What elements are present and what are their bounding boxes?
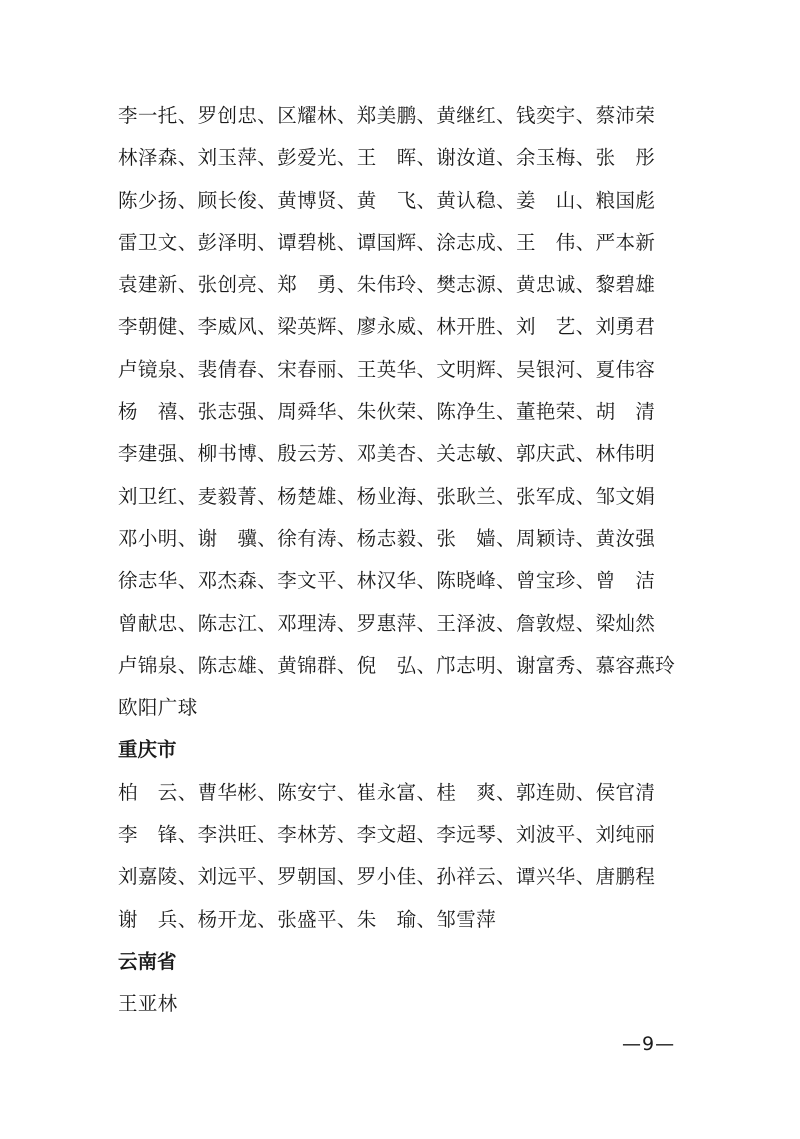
name-line: 刘嘉陵、刘远平、罗朝国、罗小佳、孙祥云、谭兴华、唐鹏程	[118, 865, 656, 889]
section-heading: 重庆市	[118, 738, 177, 762]
name-line: 林泽森、刘玉萍、彭爱光、王 晖、谢汝道、余玉梅、张 彤	[118, 146, 656, 170]
name-line: 柏 云、曹华彬、陈安宁、崔永富、桂 爽、郭连勋、侯官清	[118, 780, 656, 804]
name-line: 谢 兵、杨开龙、张盛平、朱 瑜、邹雪萍	[118, 907, 497, 931]
name-line: 李朝健、李威风、梁英辉、廖永威、林开胜、刘 艺、刘勇君	[118, 315, 656, 339]
name-line: 王亚林	[118, 992, 178, 1016]
name-line: 徐志华、邓杰森、李文平、林汉华、陈晓峰、曾宝珍、曾 洁	[118, 569, 656, 593]
name-line: 曾献忠、陈志江、邓理涛、罗惠萍、王泽波、詹敦煜、梁灿然	[118, 611, 656, 635]
name-line: 杨 禧、张志强、周舜华、朱伙荣、陈净生、董艳荣、胡 清	[118, 400, 656, 424]
name-line: 李 锋、李洪旺、李林芳、李文超、李远琴、刘波平、刘纯丽	[118, 823, 656, 847]
page-number: —9—	[622, 1033, 676, 1055]
name-line: 李一托、罗创忠、区耀林、郑美鹏、黄继红、钱奕宇、蔡沛荣	[118, 104, 656, 127]
section-heading: 云南省	[118, 949, 177, 973]
name-line: 欧阳广球	[118, 696, 198, 720]
name-line: 袁建新、张创亮、郑 勇、朱伟玲、樊志源、黄忠诚、黎碧雄	[118, 273, 656, 297]
name-line: 卢镜泉、裴倩春、宋春丽、王英华、文明辉、吴银河、夏伟容	[118, 357, 656, 381]
name-line: 卢锦泉、陈志雄、黄锦群、倪 弘、邝志明、谢富秀、慕容燕玲	[118, 653, 676, 677]
name-line: 刘卫红、麦毅菁、杨楚雄、杨业海、张耿兰、张军成、邹文娟	[118, 484, 656, 508]
name-line: 李建强、柳书博、殷云芳、邓美杏、关志敏、郭庆武、林伟明	[118, 442, 656, 466]
name-line: 陈少扬、顾长俊、黄博贤、黄 飞、黄认稳、姜 山、粮国彪	[118, 188, 656, 212]
name-line: 雷卫文、彭泽明、谭碧桃、谭国辉、涂志成、王 伟、严本新	[118, 230, 656, 254]
name-line: 邓小明、谢 骥、徐有涛、杨志毅、张 嫱、周颖诗、黄汝强	[118, 526, 656, 550]
name-list	[118, 95, 698, 1026]
